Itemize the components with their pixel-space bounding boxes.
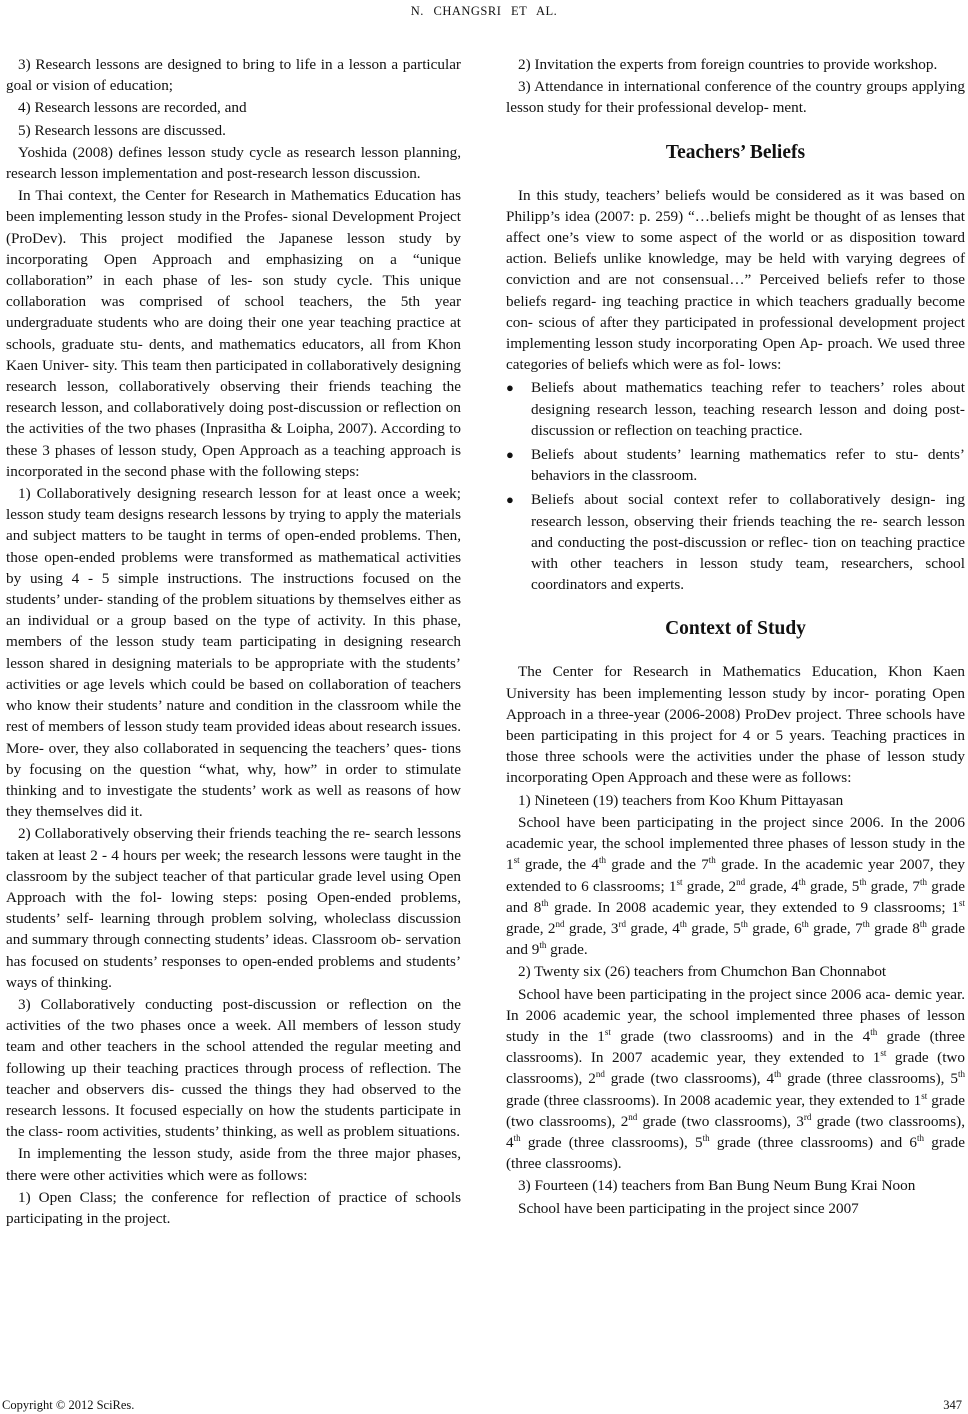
beliefs-list — [506, 377, 965, 595]
section-heading-teachers-beliefs: Teachers’ Beliefs — [665, 141, 806, 163]
paragraph: The Center for Research in Mathematics Education, Khon Kaen University has been implementing lesson study by incor- porating Open Approach in a three-year (2006-2008) ProDev project. Three schools have been participating in this project for 4 or 5 years. Teaching practices in those three schools were the activities under the phase of lesson study incorporating Open Approach and these were as follows: — [506, 663, 965, 787]
paragraph: In implementing the lesson study, aside from the three major phases, there were other activities which were as follows: — [6, 1145, 461, 1184]
footer-copyright: Copyright © 2012 SciRes. — [2, 1398, 135, 1412]
paragraph: 3) Research lessons are designed to bring to life in a lesson a particular goal or vision of education; — [6, 56, 461, 95]
school-title: 3) Fourteen (14) teachers from Ban Bung Neum Bung Krai Noon — [518, 1177, 916, 1195]
school-title: 1) Nineteen (19) teachers from Koo Khum Pittayasan — [518, 791, 844, 809]
paragraph: 3) Collaboratively conducting post-discussion or reflection on the activities of the two phases once a week. All members of lesson study team and other teachers in the school attended the regular meeting and following up their teaching practices through process of reflection. The teacher and observers dis- cussed the things they had observed to the research lessons. It focused especially on how the students participate in the class- room activities, students’ thinking, as well as problem situations. — [6, 995, 461, 1141]
paragraph: School have been participating in the project since 2006 aca- demic year. In 2006 academic year, the school implemented three phases of lesson study in the 1st grade (two classrooms) and in the 4th grade (three classrooms). In 2007 academic year, they extended to 1st grade (two classrooms), 2nd grade (two classrooms), 4th grade (three classrooms), 5th grade (three classrooms). In 2008 academic year, they extended to 1st grade (two classrooms), 2nd grade (two classrooms), 3rd grade (two classrooms), 4th grade (three classrooms), 5th grade (three classrooms) and 6th grade (three classrooms). — [506, 985, 965, 1173]
left-column — [6, 54, 461, 1229]
bullet-icon: ● — [506, 447, 514, 463]
running-head: N. CHANGSRI ET AL. — [410, 4, 558, 18]
paragraph: In this study, teachers’ beliefs would be considered as it was based on Philipp’s idea (2007: p. 259) “…beliefs might be thought of as lenses that affect one’s view to some aspect of the world or as disposition toward action. Beliefs unlike knowledge, may be held with varying degrees of conviction and are not consensual…” Perceived beliefs refer to those beliefs regard- ing teaching practice in which teachers gradually become con- scious of after they participated in professional development project implementing lesson study incorporating Open Ap- proach. We used three categories of beliefs which were as fol- lows: — [506, 186, 965, 374]
paragraph: School have been participating in the project since 2006. In the 2006 academic year, the school implemented three phases of lesson study in the 1st grade, the 4th grade and the 7th grade. In the academic year 2007, they extended to 6 classrooms; 1st grade, 2nd grade, 4th grade, 5th grade, 7th grade and 8th grade. In 2008 academic year, they extended to 9 classrooms; 1st grade, 2nd grade, 3rd grade, 4th grade, 5th grade, 6th grade, 7th grade 8th grade and 9th grade. — [506, 813, 966, 959]
paragraph: 1) Collaboratively designing research lesson for at least once a week; lesson study team designs research lessons by trying to apply the materials and subject matters to be taught in terms of open-ended problems. Then, those open-ended problems were transformed as mathematical activities by using 4 - 5 simple instructions. The instructions focused on the students’ under- standing of the problem situations by themselves either as an individual or a group based on the type of activity. In this phase, members of the lesson study team participating in designing research lesson shared in designing materials to be appropriate with the students’ activities or age levels which could be based on collaboration of teachers who know their students’ nature and condition in the classroom while the rest of members of lesson study team provided ideas about research issues. More- over, they also collaborated in sequencing the teachers’ ques- tions by focusing on the question “what, why, how” in order to stimulate thinking and to investigate the students’ work as well as reasons of how they themselves did it. — [6, 485, 461, 821]
paragraph: 4) Research lessons are recorded, and — [18, 99, 247, 117]
list-item-text: Beliefs about mathematics teaching refer to teachers’ roles about designing research lesson, teaching research lesson and doing post-discussion or reflection on teaching practice. — [531, 379, 965, 439]
paragraph: Yoshida (2008) defines lesson study cycle as research lesson planning, research lesson implementation and post-research lesson discussion. — [6, 143, 461, 183]
paragraph: 2) Invitation the experts from foreign countries to provide workshop. — [518, 56, 938, 73]
paragraph: 2) Collaboratively observing their friends teaching the re- search lessons taken at least 2 - 4 hours per week; the research lessons were taught in the classroom by the subject teacher of that particular grade level using Open Approach with the fol- lowing steps: posing Open-ended problems, students’ self- learning through problem solving, wholeclass discussion and summary through connecting students’ ideas. Classroom ob- servation has focused on students’ responses to open-ended problems and students’ ways of thinking. — [6, 825, 461, 991]
school-title: 2) Twenty six (26) teachers from Chumchon Ban Chonnabot — [518, 963, 887, 981]
paragraph: 1) Open Class; the conference for reflection of practice of schools participating in the project. — [6, 1188, 461, 1227]
paragraph: School have been participating in the project since 2007 — [518, 1199, 859, 1217]
list-item-text: Beliefs about social context refer to collaboratively design- ing research lesson, observing their friends teaching the re- search lesson and conducting the post-discussion or reflec- tion on teaching practice with other teachers in lesson study team, researchers, school coordinators and experts. — [531, 491, 965, 594]
list-item — [506, 444, 965, 486]
paragraph: 5) Research lessons are discussed. — [18, 121, 226, 139]
right-column — [506, 54, 965, 1219]
list-item — [506, 489, 965, 595]
paragraph: In Thai context, the Center for Research in Mathematics Education has been implementing lesson study in the Profes- sional Development Project (ProDev). This project modified the Japanese lesson study by incorporating Open Approach and emphasizing on a “unique collaboration” in each phase of les- son study cycle. This unique collaboration was comprised of school teachers, the 5th year undergraduate students who are doing their one year teaching practice at schools, graduate stu- dents, and mathematics educators, all from Khon Kaen Univer- sity. This team then participated in collaboratively designing research lesson, collaboratively observing their friends teaching the research lesson, and collaboratively doing post-discussion or reflection on the activities of the two phases (Inprasitha & Loipha, 2007). According to these 3 phases of lesson study, Open Approach as a teaching approach is incorporated in the second phase with the following steps: — [6, 187, 461, 480]
list-item — [506, 377, 965, 441]
list-item-text: Beliefs about students’ learning mathematics refer to stu- dents’ behaviors in the classroom. — [531, 446, 965, 485]
bullet-icon: ● — [506, 380, 514, 396]
section-heading-context-of-study: Context of Study — [665, 618, 806, 640]
bullet-icon: ● — [506, 492, 514, 508]
footer-page-number: 347 — [943, 1398, 962, 1412]
paragraph: 3) Attendance in international conference of the country groups applying lesson study for their professional develop- ment. — [506, 78, 965, 117]
